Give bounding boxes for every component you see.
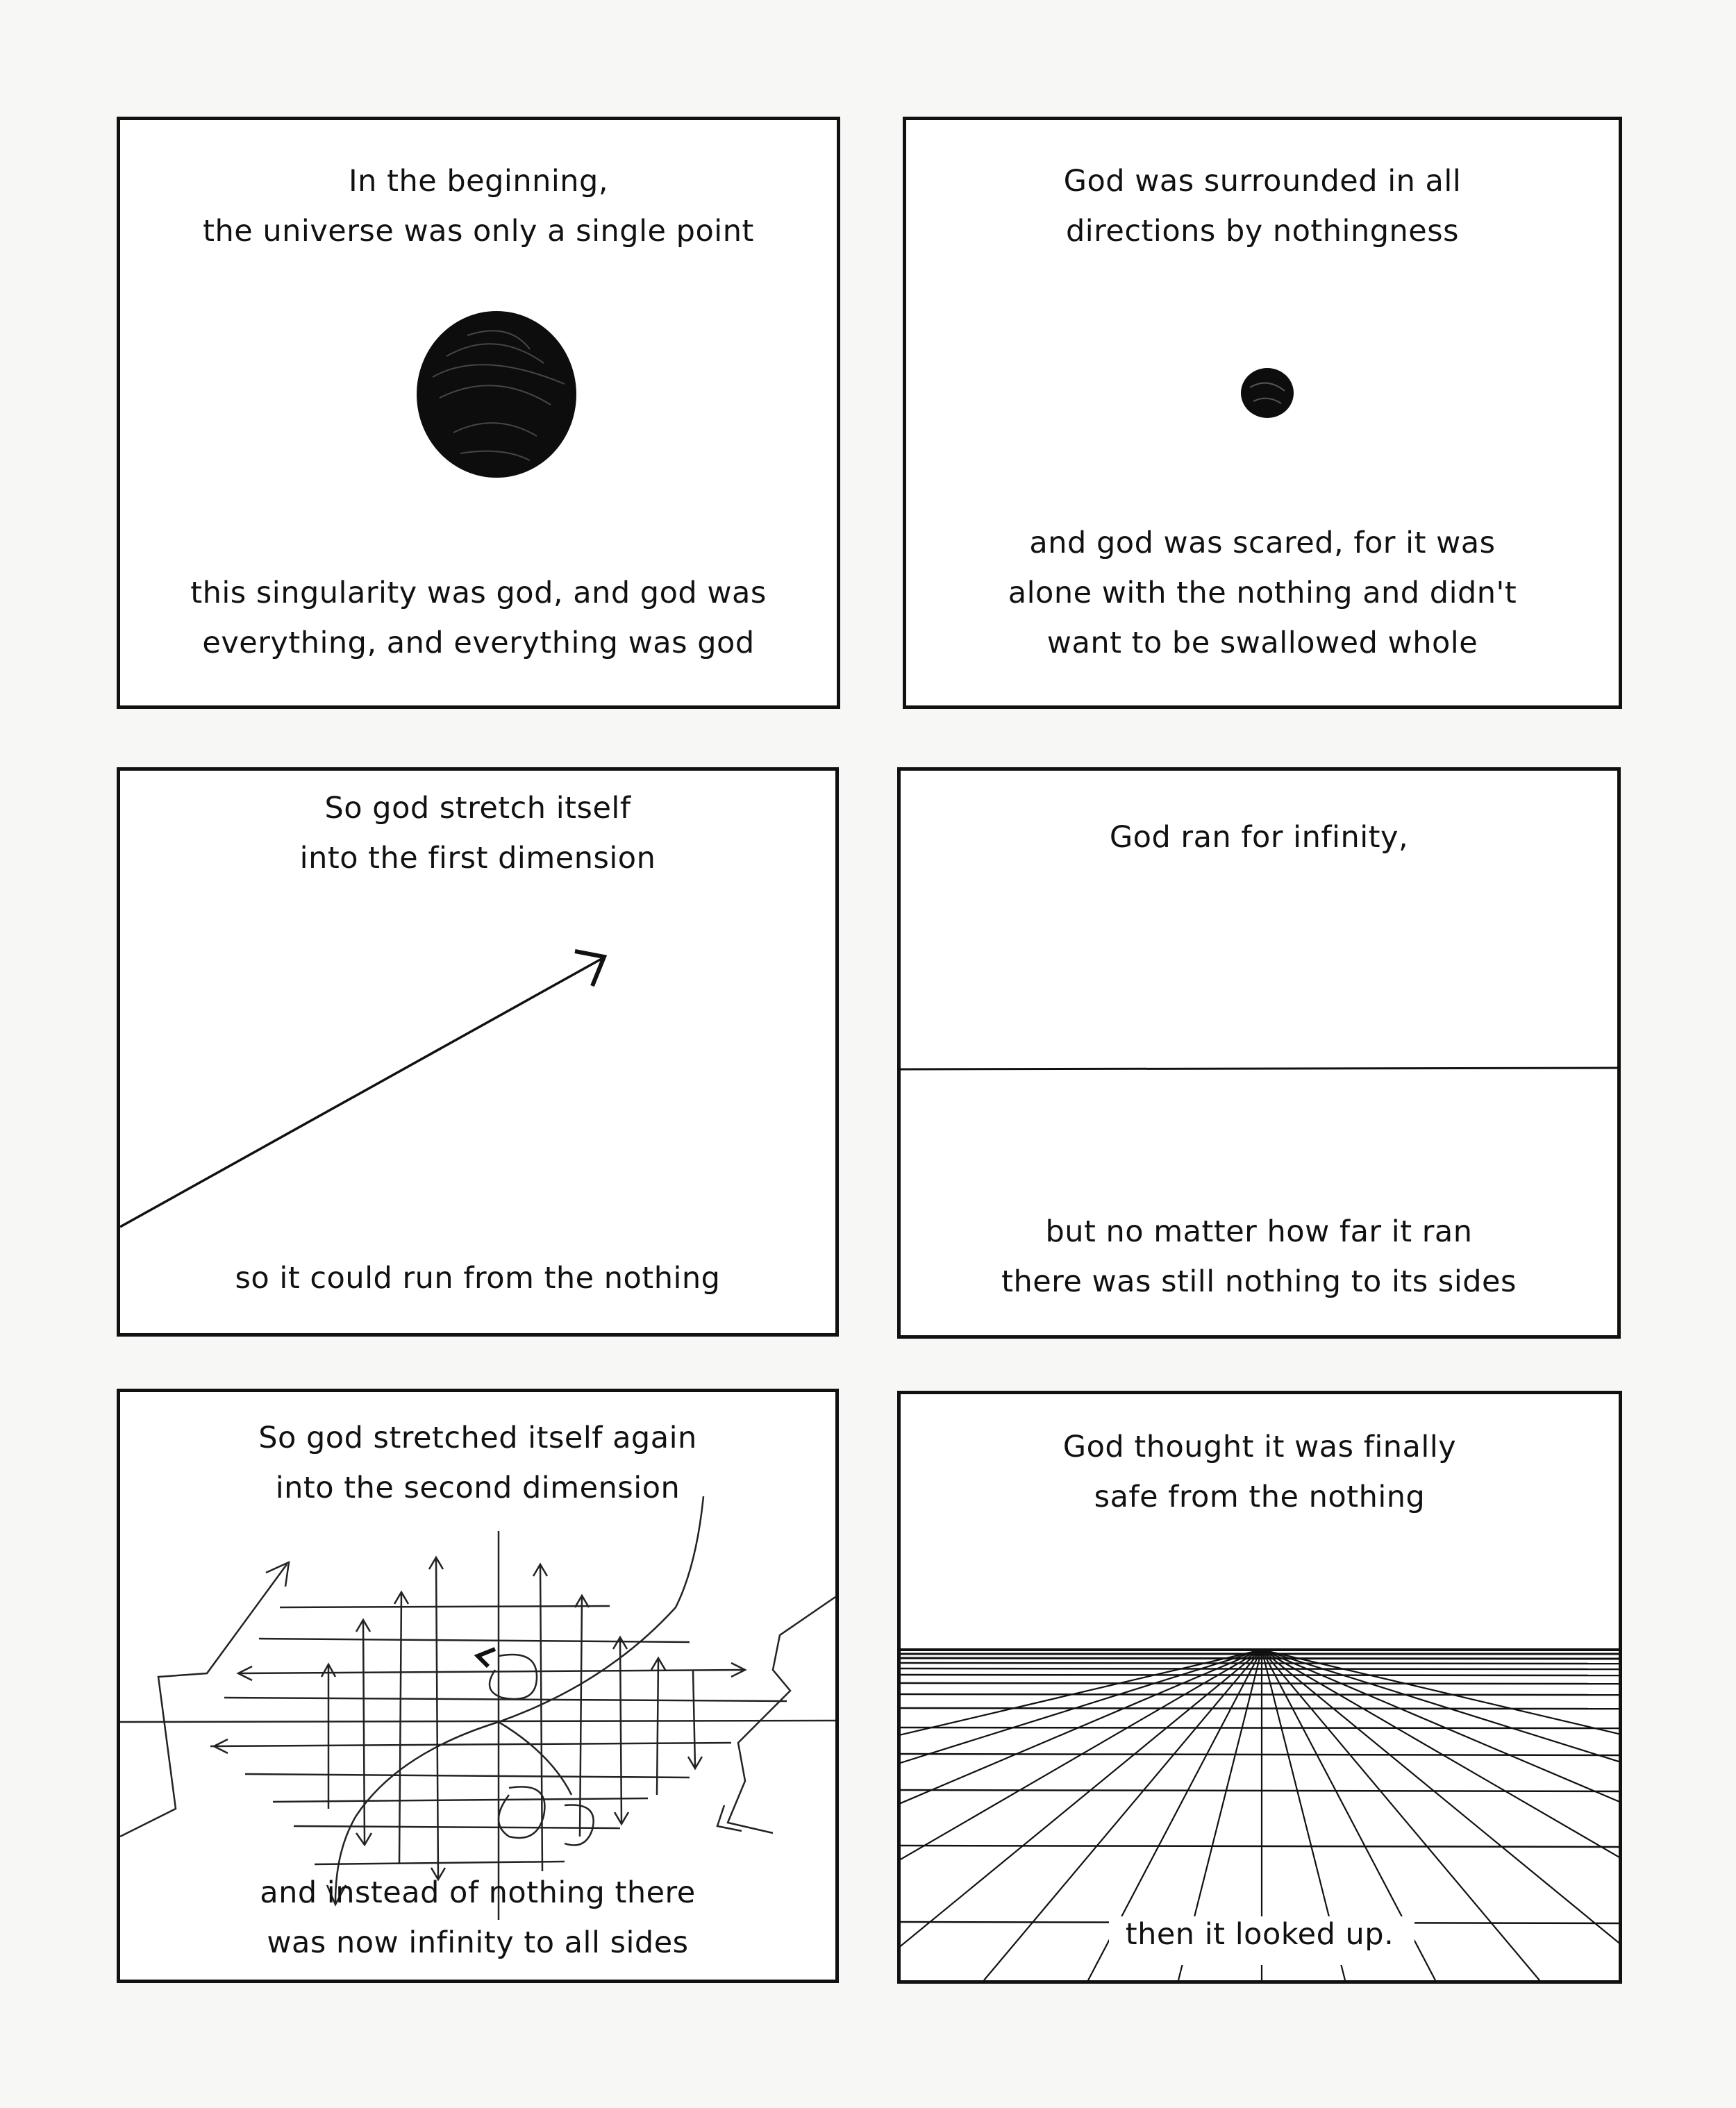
caption-line: so it could run from the nothing	[235, 1261, 721, 1296]
dimension-arrow-head	[575, 951, 604, 986]
panel-2-top-caption	[906, 156, 1619, 256]
panel-1-bottom-caption	[120, 568, 837, 668]
caption-line: God ran for infinity,	[1109, 820, 1409, 855]
panel-3-bottom-caption	[120, 1253, 835, 1303]
caption-line: In the beginning,	[349, 164, 608, 199]
caption-line: directions by nothingness	[1065, 214, 1460, 249]
caption-line: then it looked up.	[1125, 1917, 1394, 1952]
comic-panel-1	[117, 117, 840, 709]
caption-line: into the first dimension	[299, 841, 656, 876]
comic-panel-2	[903, 117, 1622, 709]
caption-line: God thought it was finally	[1062, 1430, 1457, 1464]
panel-5-top-caption	[120, 1413, 835, 1513]
comic-panel-6	[897, 1391, 1622, 1984]
panel-4-bottom-caption	[901, 1207, 1617, 1307]
panel-2-bottom-caption	[906, 518, 1619, 668]
caption-line: So god stretch itself	[324, 791, 631, 826]
caption-line: and god was scared, for it was	[1029, 526, 1496, 560]
caption-line: want to be swallowed whole	[1046, 626, 1478, 660]
panel-4-top-caption	[901, 812, 1617, 862]
panel-3-top-caption	[120, 783, 835, 883]
panel-5-bottom-caption	[120, 1868, 835, 1968]
caption-line: into the second dimension	[275, 1471, 681, 1505]
caption-line: alone with the nothing and didn't	[1008, 576, 1517, 610]
panel-6-bottom-caption	[901, 1909, 1619, 1959]
caption-line: this singularity was god, and god was	[190, 576, 767, 610]
caption-line: safe from the nothing	[1094, 1480, 1426, 1514]
panel-1-top-caption	[120, 156, 837, 256]
comic-panel-5	[117, 1389, 839, 1983]
god-dot	[1241, 368, 1294, 418]
caption-line: was now infinity to all sides	[267, 1925, 689, 1960]
caption-line: everything, and everything was god	[202, 626, 755, 660]
caption-line: and instead of nothing there	[260, 1875, 696, 1910]
grid-horizon	[901, 1650, 1619, 1923]
caption-line: So god stretched itself again	[258, 1421, 697, 1455]
singularity-dot	[417, 311, 576, 478]
caption-line: but no matter how far it ran	[1045, 1214, 1473, 1249]
caption-line: there was still nothing to its sides	[1001, 1264, 1517, 1299]
caption-line: God was surrounded in all	[1063, 164, 1462, 199]
horizon-line	[901, 1068, 1617, 1069]
comic-panel-3	[117, 767, 839, 1337]
comic-panel-4	[897, 767, 1621, 1339]
panel-6-top-caption	[901, 1422, 1619, 1522]
caption-line: the universe was only a single point	[203, 214, 754, 249]
dimension-arrow-line	[120, 958, 603, 1227]
